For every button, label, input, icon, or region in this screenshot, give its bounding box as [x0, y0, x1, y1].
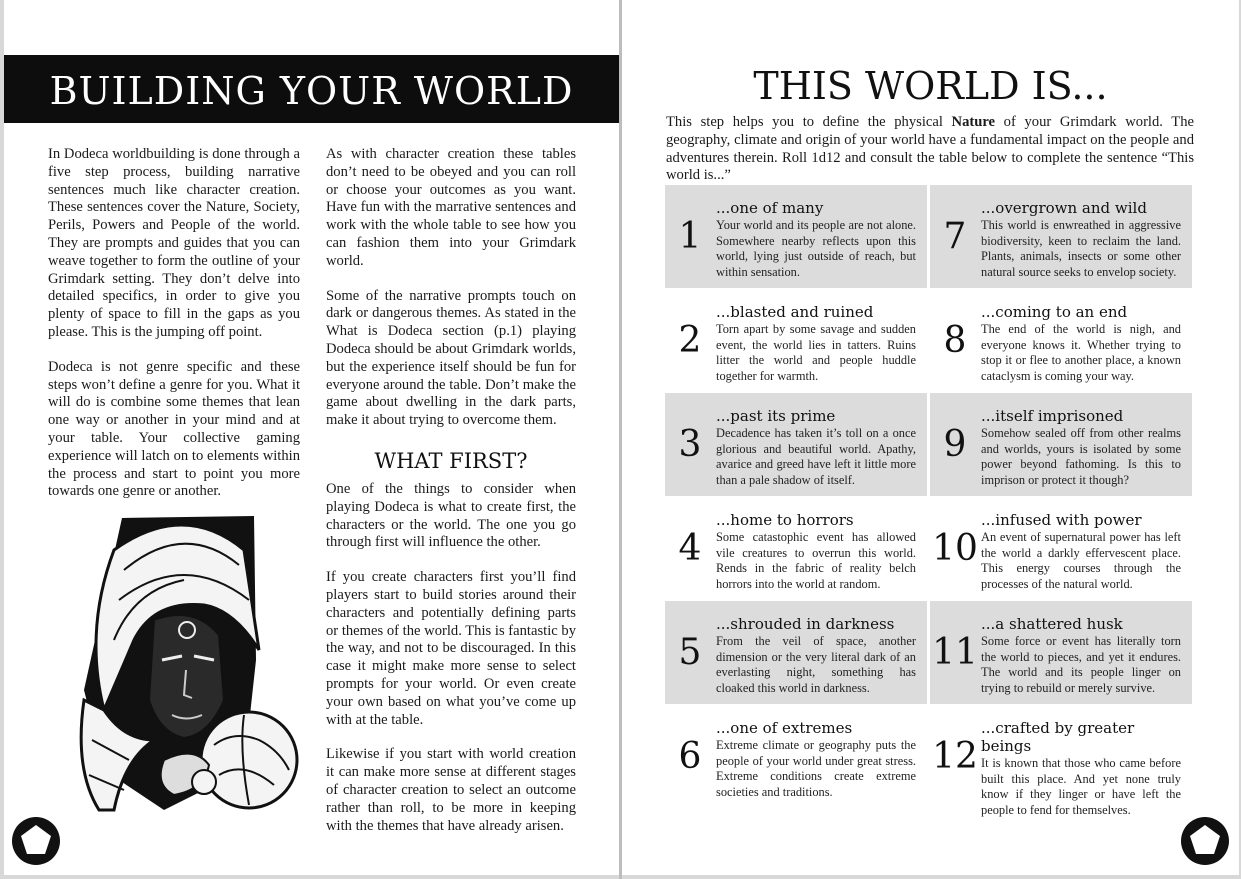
- entry-text: [716, 719, 916, 800]
- entry-body: The end of the world is nigh, and everyone knows it. Whether trying to stop it or flee to another place, a known cataclysm is coming your way.: [981, 322, 1181, 383]
- roll-number: 1: [678, 216, 702, 257]
- roll-number: 4: [678, 528, 702, 569]
- entry-title: ...past its prime: [716, 407, 836, 425]
- paragraph: One of the things to consider when playing Dodeca is what to create first, the characters or the world. The one you go through first will influence the other.: [326, 480, 576, 551]
- entry-title: ...shrouded in darkness: [716, 615, 895, 633]
- entry-text: [981, 615, 1181, 696]
- roll-number: 5: [678, 632, 702, 673]
- right-page: [622, 0, 1239, 875]
- entry-body: Your world and its people are not alone. Somewhere nearby reflects upon this world, lying just outside of reach, but within sensation.: [716, 218, 916, 279]
- entry-text: [716, 615, 916, 696]
- paragraph: If you create characters first you’ll find players start to build stories around their characters and potentially defining parts or themes of the world. This is fantastic by the way, and not to be discouraged. In this case it might make more sense to select prompts for your world. Or even create your own based on what you’ve come up with at the table.: [326, 569, 576, 728]
- entry-text: [981, 407, 1181, 488]
- table-row: [665, 497, 1192, 601]
- entry-body: Some catastophic event has allowed vile creatures to overrun this world. Rends in the fabric of reality belch horrors into the world at random.: [716, 530, 916, 591]
- left-page: [4, 0, 619, 875]
- entry-text: [981, 199, 1181, 280]
- entry-body: Decadence has taken it’s toll on a once glorious and beautiful world. Apathy, avarice and greed have left it little more than a pale shadow of itself.: [716, 426, 916, 487]
- page-title: BUILDING YOUR WORLD: [49, 69, 574, 113]
- text-column-left: [48, 146, 300, 518]
- table-entry: [930, 497, 1192, 600]
- entry-text: [981, 303, 1181, 384]
- d12-table: [665, 185, 1192, 817]
- entry-body: Some force or event has literally torn the world to pieces, and yet it endures. The world and its people linger on trying to rebuild or merely survive.: [981, 634, 1181, 695]
- entry-title: ...crafted by greater beings: [981, 719, 1135, 755]
- section-heading: WHAT FIRST?: [374, 448, 528, 473]
- entry-title: ...blasted and ruined: [716, 303, 874, 321]
- paragraph: Some of the narrative prompts touch on dark or dangerous themes. As stated in the What is Dodeca section (p.1) playing Dodeca should be about Grimdark worlds, but the experience itself should be fun for everyone around the table. Don’t make the game about dwelling in the dark parts, make it about trying to overcome them.: [326, 287, 576, 429]
- paragraph: In Dodeca worldbuilding is done through a five step process, building narrative sentences much like character creation. These sentences cover the Nature, Society, Perils, Powers and People of the world. They are prompts and guides that you can weave together to form the outline of your Grimdark setting. They don’t delve into detailed specifics, in order to give you plenty of space to fill in the gaps as you please. This is the jumping off point.: [48, 146, 300, 340]
- table-entry: [665, 289, 927, 392]
- table-entry: [665, 705, 927, 808]
- title-banner: [4, 55, 619, 123]
- hooded-figure-illustration: [44, 510, 304, 820]
- intro-bold: Nature: [951, 114, 996, 130]
- roll-number: 6: [678, 736, 702, 777]
- pentagon-logo-icon: [1179, 815, 1231, 867]
- entry-body: This world is enwreathed in aggressive biodiversity, keen to reclaim the land. Plants, animals, insects or some other natural source seeks to envelop society.: [981, 218, 1181, 279]
- roll-number: 12: [932, 736, 978, 777]
- entry-text: [981, 511, 1181, 592]
- entry-text: [716, 199, 916, 280]
- text-column-right: [326, 146, 576, 852]
- table-entry: [665, 185, 927, 288]
- table-entry: [930, 393, 1192, 496]
- entry-text: [716, 407, 916, 488]
- entry-title: ...infused with power: [981, 511, 1142, 529]
- entry-body: From the veil of space, another dimension or the very literal dark of an everlasting night, something has cloaked this world in darkness.: [716, 634, 916, 695]
- roll-number: 2: [678, 320, 702, 361]
- pentagon-logo-icon: [10, 815, 62, 867]
- paragraph: Dodeca is not genre specific and these steps won’t define a genre for you. What it will do is combine some themes that lean one way or another in your mind and at your table. Your collective gaming experience will latch on to elements within the process and start to point you more towards one genre or another.: [48, 358, 300, 500]
- intro-paragraph: [666, 114, 1194, 185]
- table-row: [665, 185, 1192, 289]
- entry-title: ...coming to an end: [981, 303, 1128, 321]
- intro-text: This step helps you to define the physical: [666, 114, 952, 130]
- table-entry: [665, 393, 927, 496]
- roll-number: 3: [678, 424, 702, 465]
- roll-number: 11: [932, 632, 978, 673]
- entry-body: Extreme climate or geography puts the people of your world under great stress. Extreme conditions create extreme societies and traditions.: [716, 738, 916, 799]
- entry-body: An event of supernatural power has left the world a darkly effervescent place. This energy courses through the processes of the natural world.: [981, 530, 1181, 591]
- entry-body: Somehow sealed off from other realms and worlds, yours is isolated by some power beyond fathoming. Is this to imprison or protect it though?: [981, 426, 1181, 487]
- roll-number: 7: [943, 216, 967, 257]
- entry-title: ...itself imprisoned: [981, 407, 1124, 425]
- roll-number: 9: [943, 424, 967, 465]
- table-row: [665, 289, 1192, 393]
- table-entry: [665, 497, 927, 600]
- entry-body: Torn apart by some savage and sudden event, the world lies in tatters. Ruins litter the world and people huddle together for warmth.: [716, 322, 916, 383]
- entry-text: [981, 719, 1181, 818]
- table-entry: [665, 601, 927, 704]
- entry-title: ...home to horrors: [716, 511, 854, 529]
- entry-text: [716, 511, 916, 592]
- table-entry: [930, 185, 1192, 288]
- paragraph: As with character creation these tables don’t need to be obeyed and you can roll or choose your outcomes as you want. Have fun with the marrative sentences and work with the whole table to see how you can fashion them into your Grimdark world.: [326, 146, 576, 269]
- table-row: [665, 601, 1192, 705]
- entry-title: ...one of many: [716, 199, 824, 217]
- entry-body: It is known that those who came before built this place. And yet none truly know if they linger or have left the people to fend for themselves.: [981, 756, 1181, 817]
- entry-text: [716, 303, 916, 384]
- table-entry: [930, 601, 1192, 704]
- roll-number: 10: [932, 528, 978, 569]
- table-entry: [930, 705, 1192, 817]
- entry-title: ...overgrown and wild: [981, 199, 1147, 217]
- table-entry: [930, 289, 1192, 392]
- page-title: THIS WORLD IS...: [753, 64, 1108, 108]
- intro-text: of your Grimdark world. The geography, climate and origin of your world have a fundamental impact on the people and adventures therein. Roll 1d12 and consult the table below to complete the sentence “This world is...”: [666, 114, 1194, 184]
- roll-number: 8: [943, 320, 967, 361]
- table-row: [665, 705, 1192, 817]
- table-row: [665, 393, 1192, 497]
- entry-title: ...one of extremes: [716, 719, 853, 737]
- paragraph: Likewise if you start with world creation it can make more sense at different stages of character creation to select an outcome rather than roll, to be more in keeping with the themes that have already arisen.: [326, 746, 576, 834]
- entry-title: ...a shattered husk: [981, 615, 1123, 633]
